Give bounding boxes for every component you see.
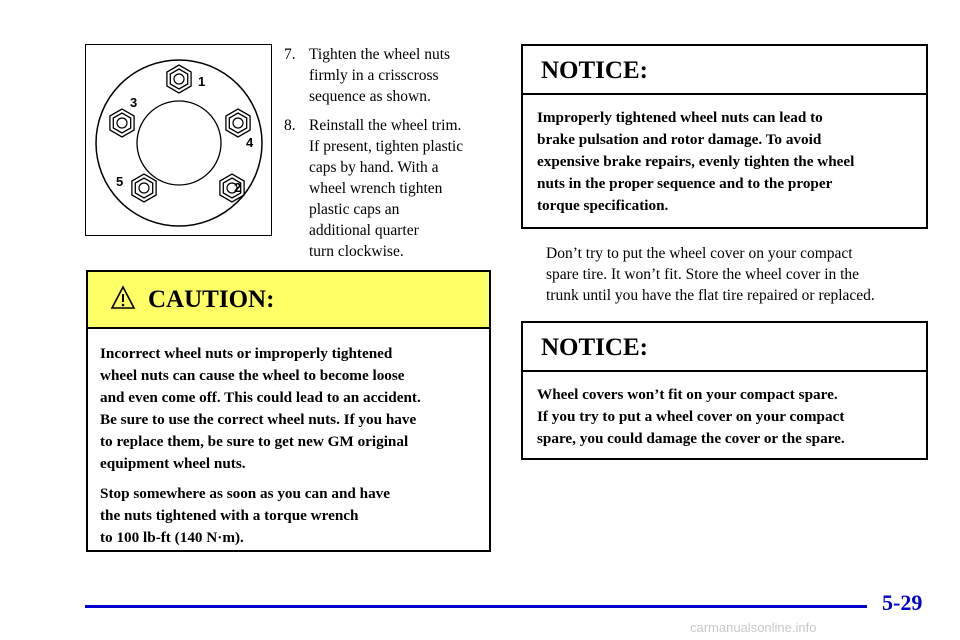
caution-header — [88, 272, 489, 329]
lug-nuts-group — [110, 65, 250, 202]
step-number: 7. — [284, 46, 296, 63]
lug-nut-1 — [167, 65, 191, 93]
step-number: 8. — [284, 117, 296, 134]
step-7 — [284, 44, 504, 107]
warning-triangle-icon — [110, 285, 136, 311]
step-text: Reinstall the wheel trim. If present, tighten plastic caps by hand. With a wheel wrench tighten plastic caps an additional quarter turn clockwise. — [309, 117, 464, 260]
notice-title: NOTICE: — [541, 334, 648, 361]
nut-label-5: 5 — [116, 174, 124, 189]
footer-rule — [85, 605, 867, 608]
watermark-text: carmanualsonline.info — [690, 620, 817, 635]
notice-box-wheel-covers — [521, 321, 928, 460]
notice-header — [523, 323, 926, 372]
nut-label-4: 4 — [246, 135, 254, 150]
step-text: Tighten the wheel nuts firmly in a crisscross sequence as shown. — [309, 46, 451, 105]
caution-paragraph-2: Stop somewhere as soon as you can and have the nuts tightened with a torque wrench to 100 lb-ft (140 N·m). — [100, 485, 391, 546]
notice-body: Improperly tightened wheel nuts can lead to brake pulsation and rotor damage. To avoid expensive brake repairs, evenly tighten the wheel nuts in the proper sequence and to the proper torque specification. — [537, 109, 855, 214]
caution-body — [88, 329, 489, 549]
page-number: 5-29 — [882, 590, 923, 615]
lug-nut-5 — [132, 174, 156, 202]
wheel-cover-paragraph: Don’t try to put the wheel cover on your compact spare tire. It won’t fit. Store the wheel cover in the trunk until you have the flat tire repaired or replaced. — [546, 245, 875, 304]
lug-nut-3 — [110, 109, 134, 137]
wheel-diagram-svg — [86, 45, 273, 237]
caution-paragraph-1: Incorrect wheel nuts or improperly tightened wheel nuts can cause the wheel to become loose and even come off. This could lead to an accident. Be sure to use the correct wheel nuts. If you have to replace them, be sure to get new GM original equipment wheel nuts. — [100, 345, 421, 472]
step-8 — [284, 115, 504, 262]
procedure-steps — [284, 44, 504, 270]
nut-label-1: 1 — [198, 74, 206, 89]
notice-title: NOTICE: — [541, 57, 648, 84]
nut-label-3: 3 — [130, 95, 138, 110]
notice-box-wheel-nuts — [521, 44, 928, 229]
caution-box — [86, 270, 491, 552]
nut-label-2: 2 — [234, 180, 242, 195]
notice-header — [523, 46, 926, 95]
caution-title: CAUTION: — [148, 286, 275, 313]
wheel-nut-sequence-diagram — [85, 44, 272, 236]
notice-body: Wheel covers won’t fit on your compact spare. If you try to put a wheel cover on your compact spare, you could damage the cover or the spare. — [537, 386, 845, 447]
lug-nut-4 — [226, 109, 250, 137]
